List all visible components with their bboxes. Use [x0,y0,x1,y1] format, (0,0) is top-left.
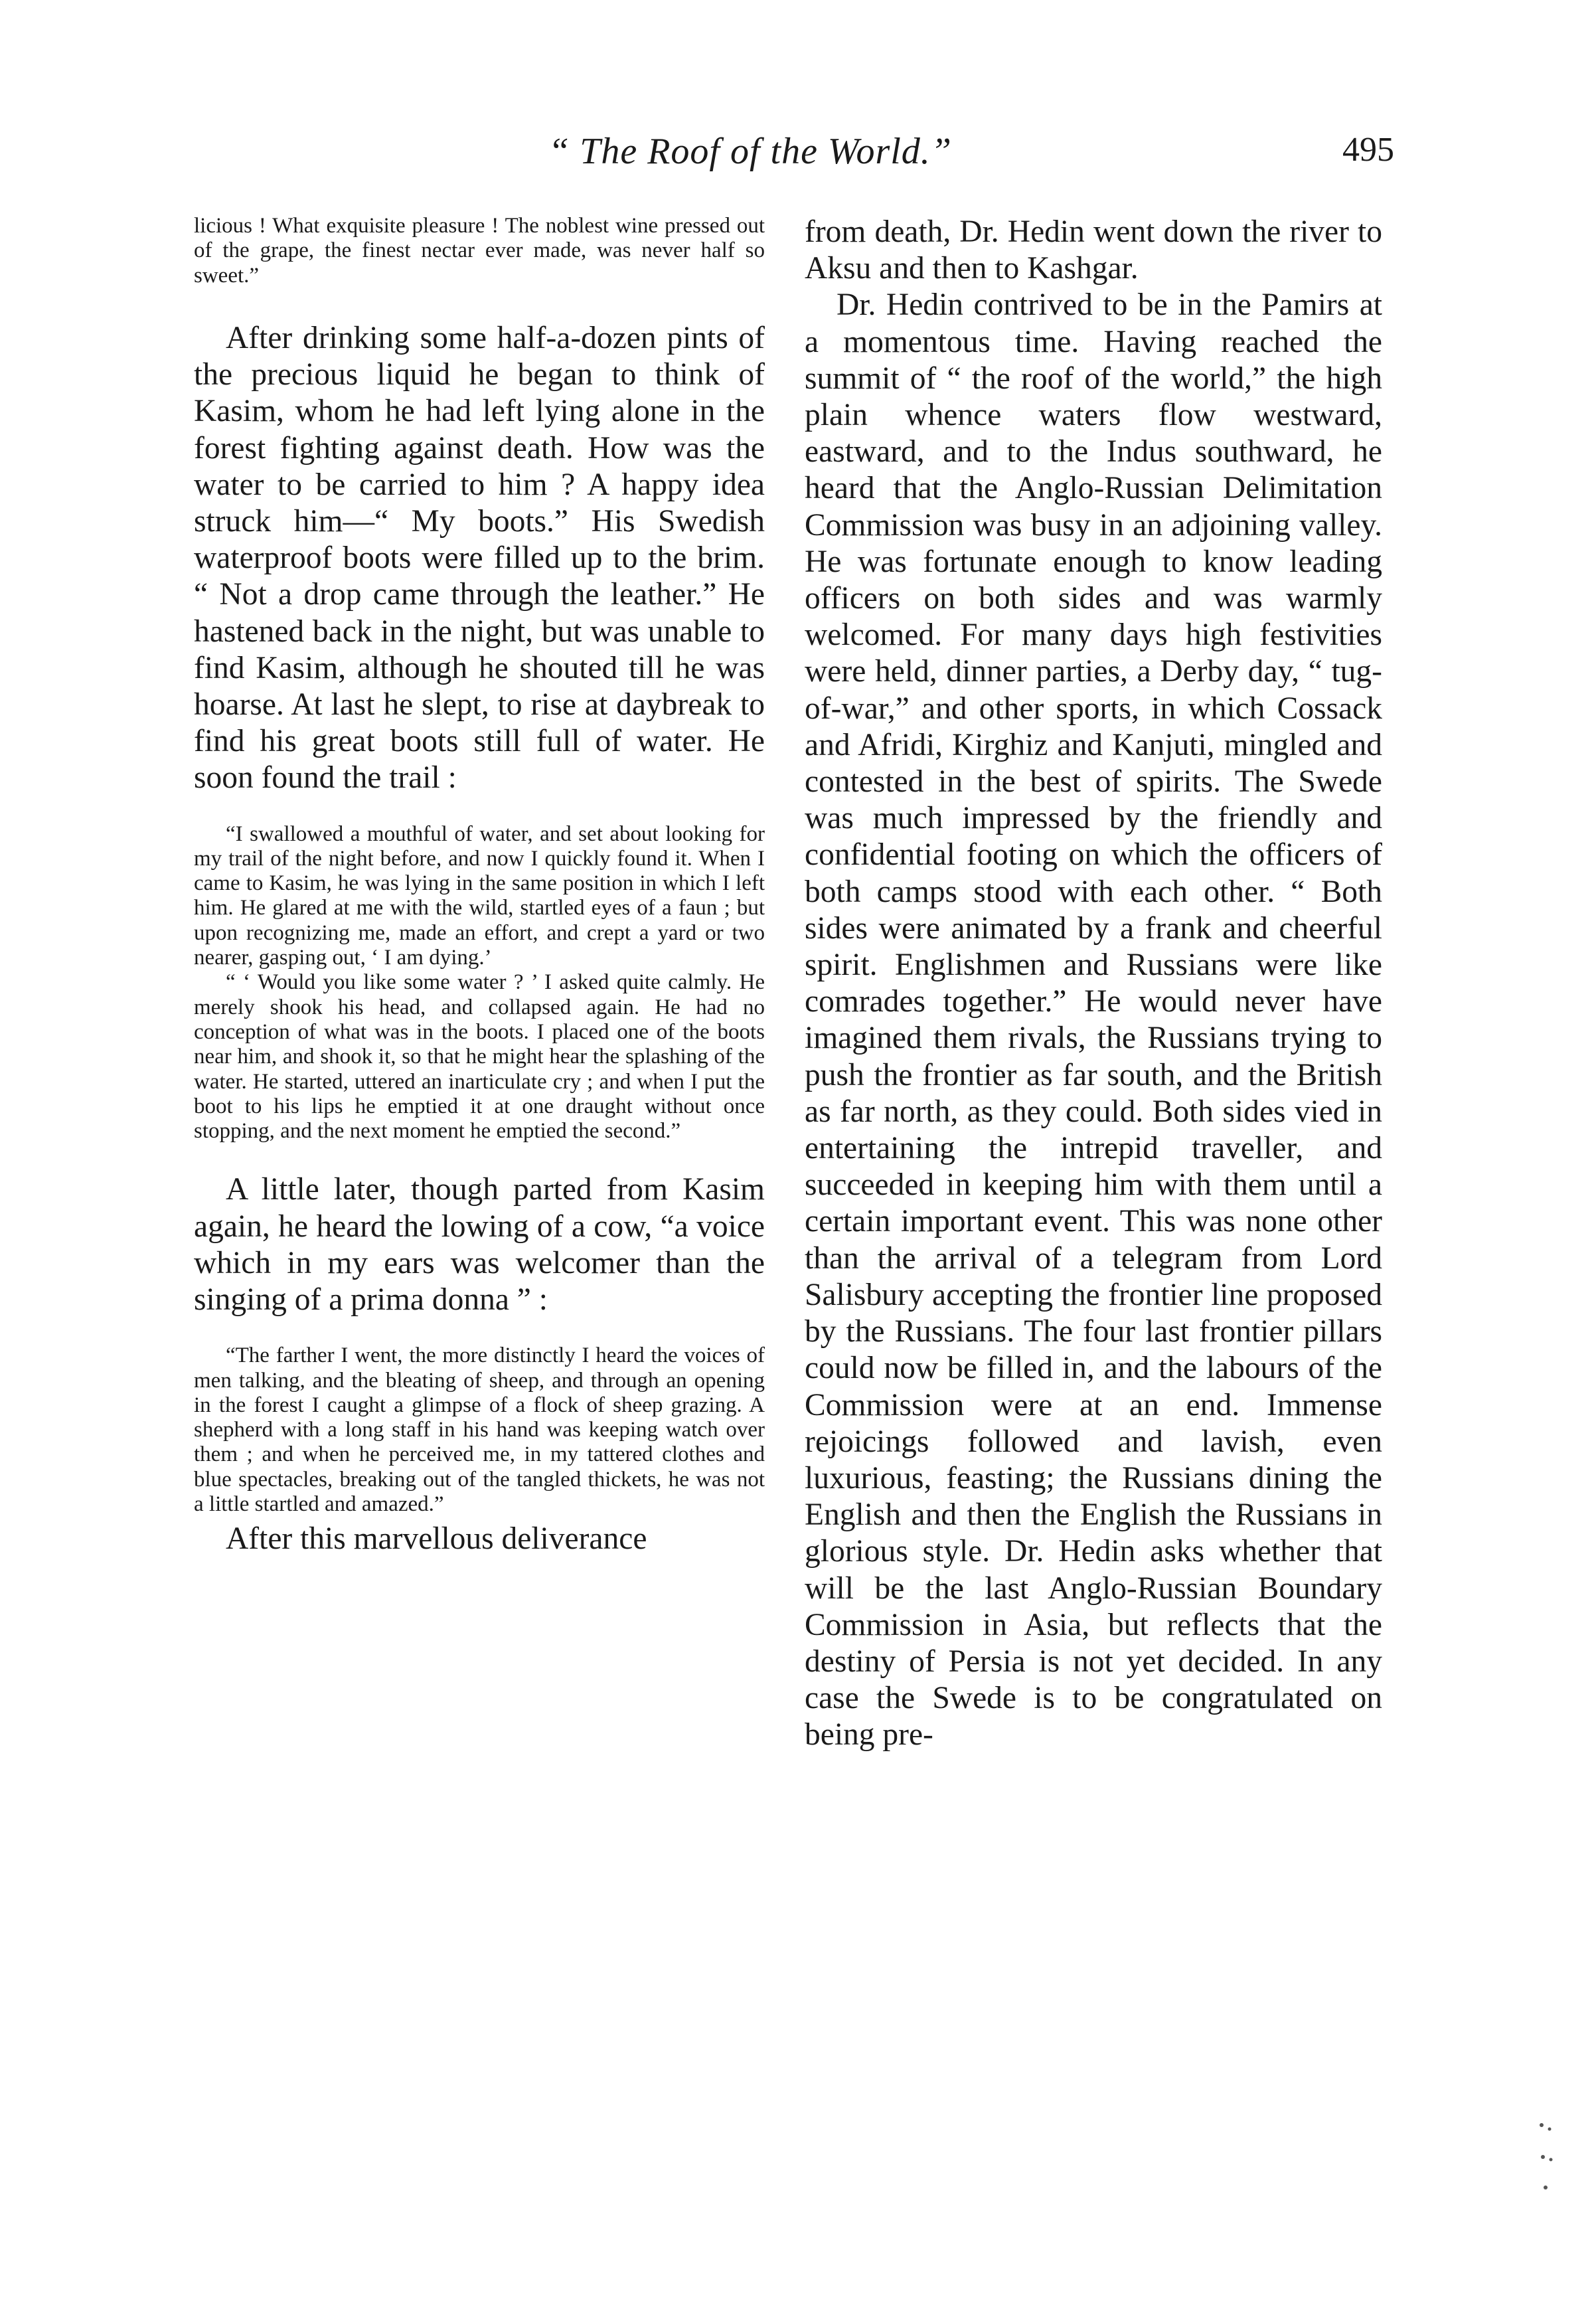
quote-farther: “The farther I went, the more distinctly I heard the voices of men talking, and the bleating of sheep, and through an opening in the forest I caught a glimpse of a flock of sheep grazing. A shepherd with a long staff in his hand was keeping watch over them ; and when he perceived me, in my tattered clothes and blue spectacles, breaking out of the tangled thickets, he was not a little startled and amazed.” [194,1343,765,1516]
right-column [805,214,1382,1754]
margin-specks-decoration [1534,2118,1560,2198]
quote-would-you-like-water: “ ‘ Would you like some water ? ’ I asked quite calmly. He merely shook his head, and collapsed again. He had no conception of what was in the boots. I placed one of the boots near him, and shook it, so that he might hear the splashing of the water. He started, uttered an inarticulate cry ; and when I put the boot to his lips he emptied it at one draught without once stopping, and the next moment he emptied the second.” [194,970,765,1144]
page-number: 495 [1342,131,1394,169]
left-column [194,214,765,1557]
paragraph-from-death: from death, Dr. Hedin went down the river to Aksu and then to Kashgar. [805,214,1382,286]
quote-continued: licious ! What exquisite pleasure ! The noblest wine pressed out of the grape, the finest nectar ever made, was never half so sweet.” [194,214,765,288]
quote-swallowed: “I swallowed a mouthful of water, and set about looking for my trail of the night before, and now I quickly found it. When I came to Kasim, he was lying in the same position in which I left him. He glared at me with the wild, startled eyes of a faun ; but upon recognizing me, made an effort, and crept a yard or two nearer, gasping out, ‘ I am dying.’ [194,821,765,970]
paragraph-pamirs: Dr. Hedin contrived to be in the Pamirs at a momentous time. Having reached the summit of “ the roof of the world,” the high plain whence waters flow westward, eastward, and to the Indus southward, he heard that the Anglo-Russian Delimitation Commission was busy in an adjoining valley. He was fortunate enough to know leading officers on both sides and was warmly welcomed. For many days high festivities were held, dinner parties, a Derby day, “ tug-of-war,” and other sports, in which Cossack and Afridi, Kirghiz and Kanjuti, mingled and contested in the best of spirits. The Swede was much impressed by the friendly and confidential footing on which the officers of both camps stood with each other. “ Both sides were animated by a frank and cheerful spirit. Englishmen and Russians were like comrades together.” He would never have imagined them rivals, the Russians trying to push the frontier as far south, and the British as far north, as they could. Both sides vied in entertaining the intrepid traveller, and succeeded in keeping him with them until a certain important event. This was none other than the arrival of a telegram from Lord Salisbury accepting the frontier line proposed by the Russians. The four last frontier pillars could now be filled in, and the labours of the Commission were at an end. Immense rejoicings followed and lavish, even luxurious, feasting; the Russians dining the English and then the English the Russians in glorious style. Dr. Hedin asks whether that will be the last Anglo-Russian Boundary Commission in Asia, but reflects that the destiny of Persia is not yet decided. In any case the Swede is to be congratulated on being pre- [805,288,1382,1753]
paragraph-drinking: After drinking some half-a-dozen pints of the precious liquid he began to think of Kasim, whom he had left lying alone in the forest fighting against death. How was the water to be carried to him ? A happy idea struck him—“ My boots.” His Swedish waterproof boots were filled up to the brim. “ Not a drop came through the leather.” He hastened back in the night, but was unable to find Kasim, although he shouted till he was hoarse. At last he slept, to rise at daybreak to find his great boots still full of water. He soon found the trail : [194,320,765,796]
running-title: “ The Roof of the World.” [548,131,952,172]
paragraph-a-little-later: A little later, though parted from Kasim again, he heard the lowing of a cow, “a voice which in my ears was welcomer than the singing of a prima donna ” : [194,1172,765,1317]
paragraph-after-deliverance: After this marvellous deliverance [226,1521,647,1557]
